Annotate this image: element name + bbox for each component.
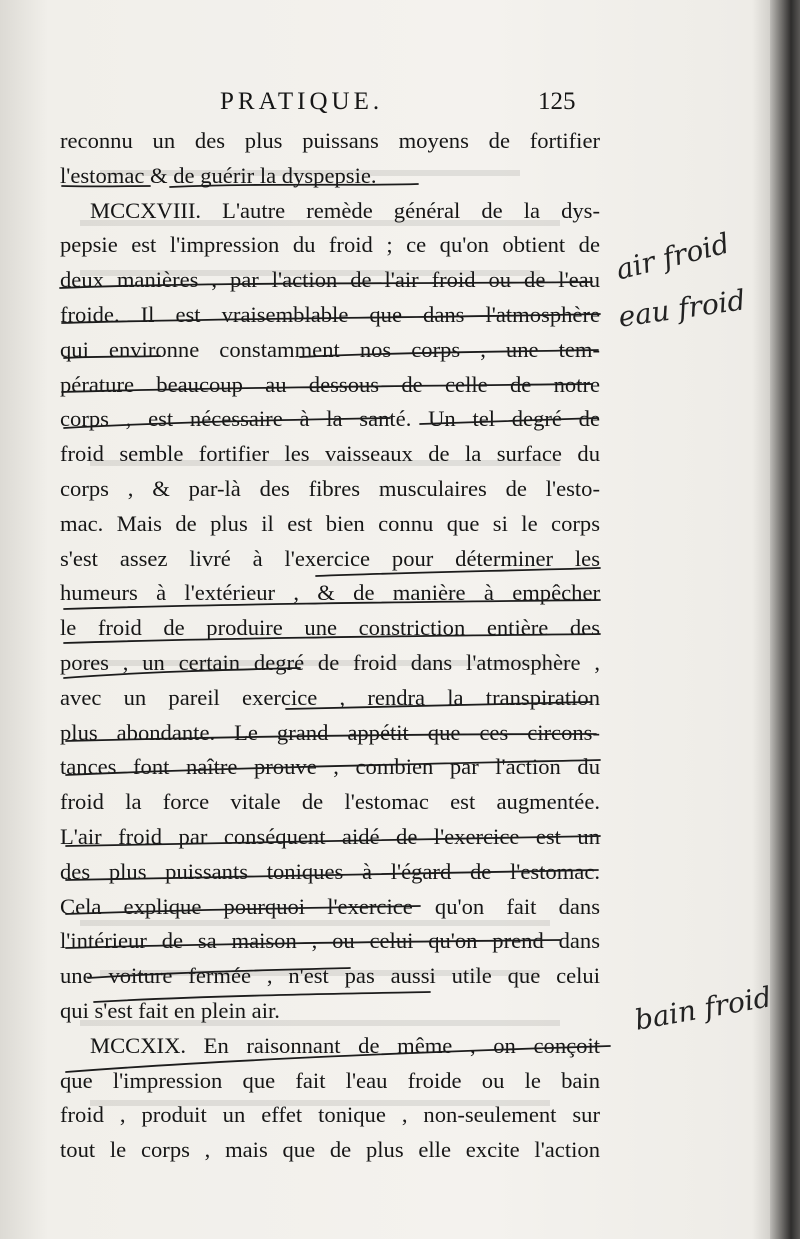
text-line: des plus puissants toniques à l'égard de l'estomac. <box>60 858 600 884</box>
text-line: deux manières , par l'action de l'air froid ou de l'eau <box>60 267 600 293</box>
text-line: tances font naître prouve , combien par l'action du <box>60 754 600 780</box>
margin-note-air-froid: air froid <box>612 226 733 287</box>
text-line: qui s'est fait en plein air. <box>60 997 280 1023</box>
paragraph-start-line: MCCXVIII. L'autre remède général de la dys- <box>90 197 600 223</box>
text-line: pérature beaucoup au dessous de celle de notre <box>60 371 600 397</box>
text-line: froide. Il est vraisemblable que dans l'atmosphère <box>60 301 600 327</box>
text-line: l'intérieur de sa maison , ou celui qu'on prend dans <box>60 928 600 954</box>
text-line: une voiture fermée , n'est pas aussi utile que celui <box>60 963 600 989</box>
text-line: le froid de produire une constriction entière des <box>60 615 600 641</box>
text-line: l'estomac & de guérir la dyspepsie. <box>60 162 377 188</box>
body-text <box>60 124 600 1168</box>
text-line: pepsie est l'impression du froid ; ce qu'on obtient de <box>60 232 600 258</box>
text-line: tout le corps , mais que de plus elle excite l'action <box>60 1137 600 1163</box>
page-number: 125 <box>538 88 576 115</box>
text-line: froid semble fortifier les vaisseaux de la surface du <box>60 441 600 467</box>
text-line: corps , est nécessaire à la santé. Un tel degré de <box>60 406 600 432</box>
text-line: humeurs à l'extérieur , & de manière à empêcher <box>60 580 600 606</box>
text-line: que l'impression que fait l'eau froide ou le bain <box>60 1067 600 1093</box>
text-line: froid , produit un effet tonique , non-seulement sur <box>60 1102 600 1128</box>
page-header <box>60 84 600 124</box>
text-line: corps , & par-là des fibres musculaires de l'esto- <box>60 475 600 501</box>
text-line: mac. Mais de plus il est bien connu que si le corps <box>60 510 600 536</box>
margin-note-bain-froid: bain froid <box>632 980 774 1037</box>
text-line: L'air froid par conséquent aidé de l'exercice est un <box>60 823 600 849</box>
text-line: plus abondante. Le grand appétit que ces circons- <box>60 719 600 745</box>
text-line: reconnu un des plus puissans moyens de fortifier <box>60 128 600 153</box>
book-spine-shadow <box>770 0 800 1239</box>
running-title: PRATIQUE. <box>220 88 384 115</box>
text-line: froid la force vitale de l'estomac est augmentée. <box>60 789 600 815</box>
margin-note-eau-froid: eau froid <box>616 283 748 334</box>
text-line: Cela explique pourquoi l'exercice qu'on fait dans <box>60 893 600 919</box>
paragraph-start-line: MCCXIX. En raisonnant de même , on conçoit <box>90 1032 600 1058</box>
text-line: pores , un certain degré de froid dans l'atmosphère , <box>60 649 600 675</box>
text-line: s'est assez livré à l'exercice pour déterminer les <box>60 545 600 571</box>
text-line: avec un pareil exercice , rendra la transpiration <box>60 684 600 710</box>
text-line: qui environne constamment nos corps , une tem- <box>60 336 600 362</box>
